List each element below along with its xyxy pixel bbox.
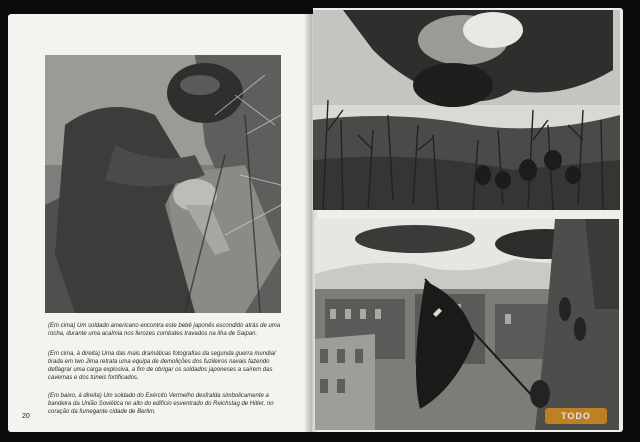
photo-reichstag-flag [315, 219, 619, 430]
photo-iwo-jima-explosion [313, 10, 620, 210]
watermark-logo: TODO [545, 408, 607, 424]
caption-soldier-baby: (Em cima) Um soldado americano encontra este bebê japonês escondido atrás de uma rocha, durante uma acalmia nos ferozes combates travados na ilha de Saipan. [48, 323, 281, 337]
page-number: 20 [22, 413, 30, 420]
caption-iwo-jima: (Em cima, à direita) Uma das mais dramáticas fotografias da segunda guerra mundial tirada em Iwo Jima retrata uma equipa de demolições dos fuzileiros navais fazendo deflagrar uma carga explosiva, a fim de obrigar os soldados japoneses a saírem das cavernas e dos túneis fortificados. [48, 351, 276, 381]
caption-reichstag: (Em baixo, à direita) Um soldado do Exército Vermelho desfralda simbolicamente a bandeira da União Soviética no alto do edifício esventrado do Reichstag de Hitler, no coração da fumegante cidade de Berlim. [48, 393, 274, 415]
photo-soldier-with-baby [45, 55, 281, 313]
